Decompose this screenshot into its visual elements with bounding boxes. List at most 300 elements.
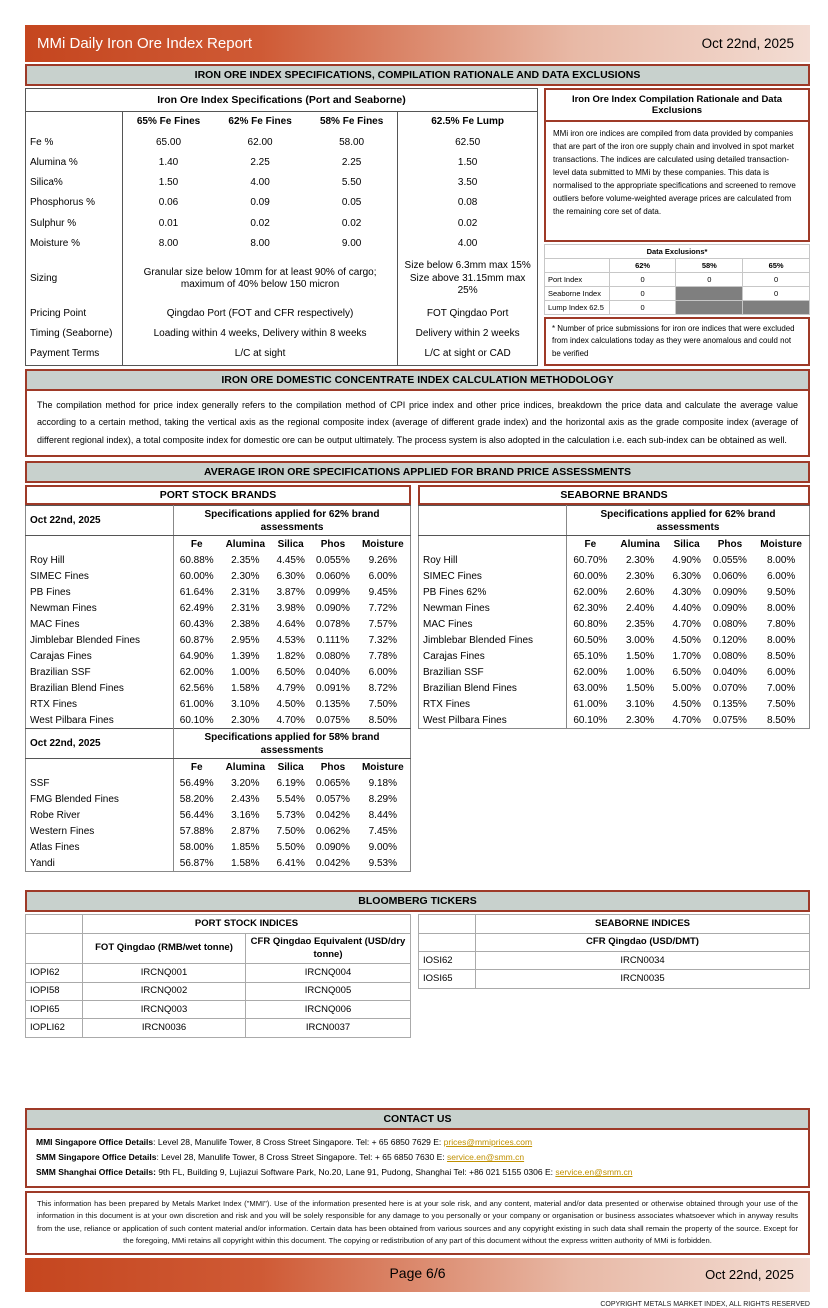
ticker-cfr-code: IRCNQ004 bbox=[246, 964, 411, 982]
moisture-value: 8.50% bbox=[766, 650, 796, 662]
brand-name: Atlas Fines bbox=[26, 839, 174, 855]
column-header-phos: Phos bbox=[320, 761, 346, 773]
page-title: MMi Daily Iron Ore Index Report bbox=[37, 35, 253, 52]
alumina-value: 2.43% bbox=[231, 793, 260, 805]
table-row bbox=[26, 1019, 411, 1037]
seaborne-62-column-header-row bbox=[419, 536, 810, 553]
contact-line-smm-singapore bbox=[36, 1150, 799, 1165]
payment-terms-row bbox=[26, 344, 538, 365]
fe-value: 58.00% bbox=[179, 841, 214, 853]
port-stock-brands-title: PORT STOCK BRANDS bbox=[25, 485, 411, 505]
exclusions-seaborne-58-na bbox=[676, 287, 743, 301]
table-row bbox=[419, 648, 810, 664]
data-exclusions-table bbox=[544, 244, 810, 315]
brand-name: MAC Fines bbox=[419, 616, 567, 632]
silica-value: 3.87% bbox=[276, 586, 305, 598]
fe-value: 63.00% bbox=[573, 682, 608, 694]
timing-fines-value: Loading within 4 weeks, Delivery within 8 weeks bbox=[122, 324, 397, 344]
table-row bbox=[419, 952, 810, 970]
fe-value: 62.56% bbox=[179, 682, 214, 694]
table-row bbox=[419, 616, 810, 632]
ticker-cfr-code: IRCN0034 bbox=[476, 952, 810, 970]
section-header-contact-us: CONTACT US bbox=[25, 1108, 810, 1130]
alumina-value: 2.87% bbox=[231, 825, 260, 837]
exclusions-port-row bbox=[545, 273, 810, 287]
alumina-value: 2.40% bbox=[625, 602, 655, 614]
spec-area bbox=[25, 88, 810, 366]
phos-value: 0.111% bbox=[316, 634, 350, 646]
brand-name: Brazilian SSF bbox=[419, 664, 567, 680]
ticker-cfr-code: IRCNQ006 bbox=[246, 1001, 411, 1019]
table-row bbox=[419, 680, 810, 696]
column-header-phos: Phos bbox=[717, 538, 743, 550]
column-header-moisture: Moisture bbox=[361, 538, 404, 550]
exclusions-lump-row bbox=[545, 301, 810, 315]
contact-text: : Level 28, Manulife Tower, 8 Cross Street Singapore. Tel: + 65 6850 7629 E: bbox=[153, 1136, 444, 1147]
moisture-value: 7.50% bbox=[766, 698, 796, 710]
ticker-index-code: IOPI58 bbox=[26, 982, 83, 1000]
phos-value: 0.135% bbox=[315, 698, 350, 710]
table-row bbox=[26, 214, 538, 234]
exclusions-column-58: 58% bbox=[676, 259, 743, 273]
seaborne-brands-title: SEABORNE BRANDS bbox=[418, 485, 810, 505]
silica-value: 5.00% bbox=[672, 682, 701, 694]
table-row bbox=[419, 552, 810, 568]
report-banner bbox=[25, 25, 810, 62]
spec-row-label: Fe % bbox=[30, 136, 54, 148]
silica-value: 3.98% bbox=[276, 602, 305, 614]
silica-value: 4.50% bbox=[276, 698, 305, 710]
silica-value: 4.30% bbox=[672, 586, 701, 598]
table-row bbox=[26, 648, 411, 664]
silica-value: 4.45% bbox=[276, 554, 305, 566]
section-header-specifications: IRON ORE INDEX SPECIFICATIONS, COMPILATION RATIONALE AND DATA EXCLUSIONS bbox=[25, 64, 810, 86]
brand-name: Newman Fines bbox=[26, 600, 174, 616]
brand-area bbox=[25, 485, 810, 872]
fe-value: 60.87% bbox=[179, 634, 214, 646]
silica-value: 4.70% bbox=[276, 714, 305, 726]
moisture-value: 7.45% bbox=[368, 825, 397, 837]
phos-value: 0.120% bbox=[713, 634, 747, 646]
phos-value: 0.060% bbox=[315, 570, 350, 582]
sizing-lump-line1: Size below 6.3mm max 15% bbox=[404, 260, 531, 272]
sizing-label: Sizing bbox=[30, 272, 58, 284]
port-stock-indices-table bbox=[25, 914, 411, 1037]
table-row bbox=[26, 712, 411, 729]
silica-value: 4.50% bbox=[672, 698, 701, 710]
exclusions-title: Data Exclusions* bbox=[545, 245, 810, 259]
fe-value: 58.20% bbox=[179, 793, 214, 805]
port-62-column-header-row bbox=[26, 536, 411, 553]
phos-value: 0.080% bbox=[315, 650, 350, 662]
alumina-value: 1.00% bbox=[625, 666, 655, 678]
seaborne-brands-table bbox=[418, 505, 810, 729]
table-row bbox=[26, 696, 411, 712]
seaborne-62-rows bbox=[419, 552, 810, 729]
fe-value: 62.00% bbox=[179, 666, 214, 678]
column-header-65-fe-fines: 65% Fe Fines bbox=[122, 112, 214, 133]
fe-value: 60.10% bbox=[179, 714, 214, 726]
silica-value: 4.50% bbox=[672, 634, 701, 646]
port-stock-brands-column bbox=[25, 485, 411, 872]
column-header-62-fe-fines: 62% Fe Fines bbox=[228, 116, 292, 128]
alumina-value: 2.30% bbox=[625, 554, 655, 566]
moisture-value: 7.80% bbox=[766, 618, 796, 630]
phos-value: 0.080% bbox=[713, 618, 747, 630]
seaborne-indices-column-header-row bbox=[419, 933, 810, 951]
spec-value-65: 0.01 bbox=[122, 214, 214, 234]
contact-text: : Level 28, Manulife Tower, 8 Cross Street Singapore. Tel: + 65 6850 7630 E: bbox=[156, 1152, 447, 1163]
ticker-fot-code: IRCNQ002 bbox=[83, 982, 246, 1000]
seaborne-indices-title-row bbox=[419, 915, 810, 933]
contact-line-smm-shanghai bbox=[36, 1165, 799, 1180]
spec-value-65: 1.50 bbox=[122, 173, 214, 193]
column-header-fe: Fe bbox=[190, 761, 203, 773]
ticker-index-code: IOPLI62 bbox=[26, 1019, 83, 1037]
moisture-value: 9.50% bbox=[766, 586, 796, 598]
spacer-cell bbox=[26, 112, 123, 133]
fe-value: 60.43% bbox=[179, 618, 214, 630]
payment-terms-lump-value: L/C at sight or CAD bbox=[398, 344, 538, 365]
exclusions-column-62: 62% bbox=[609, 259, 676, 273]
fe-value: 60.00% bbox=[573, 570, 608, 582]
spec-value-62: 8.00 bbox=[250, 238, 270, 250]
spec-value-lump: 4.00 bbox=[398, 234, 538, 254]
contact-text: 9th FL, Building 9, Lujiazui Software Park, No.20, Lane 91, Pudong, Shanghai Tel: +86 021 5155 0306 E: bbox=[155, 1167, 556, 1178]
table-row bbox=[419, 568, 810, 584]
phos-value: 0.055% bbox=[315, 554, 350, 566]
moisture-value: 9.53% bbox=[368, 857, 397, 869]
phos-value: 0.040% bbox=[315, 666, 350, 678]
table-row bbox=[26, 568, 411, 584]
table-row bbox=[26, 632, 411, 648]
seaborne-62-header-row bbox=[419, 506, 810, 536]
alumina-value: 2.95% bbox=[231, 634, 260, 646]
table-row bbox=[26, 194, 538, 214]
moisture-value: 7.00% bbox=[766, 682, 796, 694]
table-row bbox=[26, 775, 411, 791]
spec-value-58: 5.50 bbox=[341, 177, 362, 189]
brand-name: MAC Fines bbox=[26, 616, 174, 632]
phos-value: 0.078% bbox=[315, 618, 350, 630]
spec-value-58: 2.25 bbox=[341, 156, 362, 168]
contact-line-mmi-singapore bbox=[36, 1135, 799, 1150]
silica-value: 5.73% bbox=[276, 809, 305, 821]
port-62-header-row bbox=[26, 506, 411, 536]
exclusions-lump-62: 0 bbox=[609, 301, 676, 315]
contact-box bbox=[25, 1128, 810, 1188]
table-row bbox=[26, 616, 411, 632]
payment-terms-fines-value: L/C at sight bbox=[122, 344, 397, 365]
silica-value: 6.50% bbox=[276, 666, 305, 678]
column-header-cfr-qingdao-equivalent: CFR Qingdao Equivalent (USD/dry tonne) bbox=[246, 933, 411, 964]
table-row bbox=[26, 133, 538, 153]
spacer-cell bbox=[419, 506, 567, 536]
spec-value-62: 0.09 bbox=[250, 197, 270, 209]
phos-value: 0.091% bbox=[315, 682, 350, 694]
phos-value: 0.075% bbox=[315, 714, 350, 726]
port-stock-brands-table bbox=[25, 505, 411, 872]
pricing-point-lump-value: FOT Qingdao Port bbox=[398, 304, 538, 324]
contact-label: SMM Singapore Office Details bbox=[36, 1152, 157, 1163]
brand-name: PB Fines bbox=[26, 584, 174, 600]
moisture-value: 7.72% bbox=[368, 602, 397, 614]
seaborne-brands-column bbox=[418, 485, 810, 729]
timing-label: Timing (Seaborne) bbox=[30, 327, 113, 339]
moisture-value: 8.44% bbox=[368, 809, 397, 821]
seaborne-ticker-rows bbox=[419, 952, 810, 989]
email-link[interactable]: prices@mmiprices.com bbox=[443, 1136, 533, 1147]
column-header-alumina: Alumina bbox=[225, 761, 266, 773]
moisture-value: 8.50% bbox=[766, 714, 796, 726]
phos-value: 0.090% bbox=[315, 602, 350, 614]
port-indices-column-header-row bbox=[26, 933, 411, 964]
seaborne-indices-title: SEABORNE INDICES bbox=[476, 915, 810, 933]
exclusions-port-62: 0 bbox=[609, 273, 676, 287]
silica-value: 6.41% bbox=[276, 857, 305, 869]
brand-name: RTX Fines bbox=[419, 696, 567, 712]
exclusions-port-65: 0 bbox=[743, 273, 810, 287]
column-header-lump: 62.5% Fe Lump bbox=[398, 112, 538, 133]
brand-name: RTX Fines bbox=[26, 696, 174, 712]
email-link[interactable]: service.en@smm.cn bbox=[446, 1152, 525, 1163]
alumina-value: 2.38% bbox=[231, 618, 260, 630]
silica-value: 6.50% bbox=[672, 666, 701, 678]
moisture-value: 8.00% bbox=[766, 554, 796, 566]
ticker-fot-code: IRCN0036 bbox=[83, 1019, 246, 1037]
moisture-value: 9.26% bbox=[368, 554, 397, 566]
silica-value: 5.54% bbox=[276, 793, 305, 805]
phos-value: 0.042% bbox=[315, 857, 350, 869]
spec-value-lump: 62.50 bbox=[398, 133, 538, 153]
spacer-cell bbox=[419, 915, 476, 933]
fe-value: 64.90% bbox=[179, 650, 214, 662]
brand-name: West Pilbara Fines bbox=[26, 712, 174, 729]
spec-row-label: Silica% bbox=[30, 177, 63, 189]
section-header-bloomberg-tickers: BLOOMBERG TICKERS bbox=[25, 890, 810, 912]
phos-value: 0.062% bbox=[315, 825, 350, 837]
port-indices-title-row bbox=[26, 915, 411, 933]
section-header-methodology: IRON ORE DOMESTIC CONCENTRATE INDEX CALCULATION METHODOLOGY bbox=[25, 369, 810, 391]
copyright-line: COPYRIGHT METALS MARKET INDEX, ALL RIGHTS RESERVED bbox=[600, 1300, 810, 1308]
pricing-point-label: Pricing Point bbox=[30, 307, 87, 319]
ticker-index-code: IOSI62 bbox=[419, 952, 476, 970]
spec-value-lump: 1.50 bbox=[398, 153, 538, 173]
sizing-fines-value: Granular size below 10mm for at least 90% of cargo; maximum of 40% below 150 micron bbox=[122, 254, 397, 303]
fe-value: 57.88% bbox=[179, 825, 214, 837]
phos-value: 0.075% bbox=[713, 714, 747, 726]
fe-value: 60.70% bbox=[573, 554, 608, 566]
fe-value: 60.50% bbox=[573, 634, 608, 646]
fe-value: 60.10% bbox=[573, 714, 608, 726]
phos-value: 0.135% bbox=[713, 698, 747, 710]
table-row bbox=[419, 696, 810, 712]
spec-row-label: Moisture % bbox=[30, 238, 81, 250]
ticker-index-code: IOSI65 bbox=[419, 970, 476, 988]
silica-value: 7.50% bbox=[276, 825, 305, 837]
pricing-point-row bbox=[26, 304, 538, 324]
table-row bbox=[26, 664, 411, 680]
table-row bbox=[26, 153, 538, 173]
moisture-value: 8.29% bbox=[368, 793, 397, 805]
brand-name: SIMEC Fines bbox=[419, 568, 567, 584]
silica-value: 5.50% bbox=[276, 841, 305, 853]
table-row bbox=[26, 600, 411, 616]
exclusions-seaborne-65: 0 bbox=[743, 287, 810, 301]
brand-name: Yandi bbox=[26, 855, 174, 872]
table-row bbox=[26, 839, 411, 855]
alumina-value: 3.10% bbox=[625, 698, 655, 710]
report-content bbox=[25, 25, 810, 1308]
spec-value-65: 8.00 bbox=[122, 234, 214, 254]
table-row bbox=[26, 823, 411, 839]
phos-value: 0.060% bbox=[713, 570, 747, 582]
silica-value: 6.19% bbox=[276, 777, 305, 789]
exclusions-seaborne-row bbox=[545, 287, 810, 301]
table-row bbox=[26, 584, 411, 600]
page-number: Page 6/6 bbox=[389, 1264, 446, 1281]
spacer-cell bbox=[419, 536, 567, 553]
column-header-silica: Silica bbox=[277, 538, 304, 550]
spec-value-62: 2.25 bbox=[250, 156, 270, 168]
contact-label: SMM Shanghai Office Details: bbox=[36, 1167, 156, 1178]
fe-value: 62.00% bbox=[573, 586, 608, 598]
spec-value-65: 1.40 bbox=[122, 153, 214, 173]
fe-value: 61.64% bbox=[179, 586, 214, 598]
alumina-value: 3.00% bbox=[625, 634, 655, 646]
alumina-value: 2.35% bbox=[625, 618, 655, 630]
ticker-fot-code: IRCNQ003 bbox=[83, 1001, 246, 1019]
port-58-rows bbox=[26, 775, 411, 872]
alumina-value: 2.30% bbox=[625, 570, 655, 582]
spec-table-column-header-row bbox=[26, 112, 538, 133]
moisture-value: 8.72% bbox=[368, 682, 397, 694]
timing-row bbox=[26, 324, 538, 344]
brand-name: Robe River bbox=[26, 807, 174, 823]
port-62-date: Oct 22nd, 2025 bbox=[26, 506, 174, 536]
brand-name: Roy Hill bbox=[26, 552, 174, 568]
exclusions-lump-label: Lump Index 62.5 bbox=[545, 301, 610, 315]
table-row bbox=[26, 1001, 411, 1019]
column-header-fot-qingdao: FOT Qingdao (RMB/wet tonne) bbox=[83, 933, 246, 964]
alumina-value: 3.20% bbox=[231, 777, 260, 789]
phos-value: 0.040% bbox=[713, 666, 747, 678]
brand-name: SIMEC Fines bbox=[26, 568, 174, 584]
payment-terms-label: Payment Terms bbox=[30, 348, 100, 360]
table-row bbox=[419, 632, 810, 648]
exclusions-port-label: Port Index bbox=[545, 273, 610, 287]
section-header-brand-assessments: AVERAGE IRON ORE SPECIFICATIONS APPLIED FOR BRAND PRICE ASSESSMENTS bbox=[25, 461, 810, 483]
alumina-value: 1.00% bbox=[231, 666, 260, 678]
alumina-value: 3.10% bbox=[231, 698, 260, 710]
moisture-value: 7.78% bbox=[368, 650, 397, 662]
spec-rows bbox=[26, 133, 538, 255]
exclusions-column-header-row bbox=[545, 259, 810, 273]
ticker-index-code: IOPI62 bbox=[26, 964, 83, 982]
spacer-cell bbox=[419, 933, 476, 951]
alumina-value: 2.30% bbox=[231, 714, 260, 726]
phos-value: 0.090% bbox=[713, 586, 747, 598]
spec-value-65: 0.06 bbox=[122, 194, 214, 214]
tickers-area bbox=[25, 914, 810, 1037]
sizing-lump-value bbox=[398, 254, 538, 303]
moisture-value: 8.00% bbox=[766, 634, 796, 646]
port-indices-title: PORT STOCK INDICES bbox=[83, 915, 411, 933]
rationale-body: MMi iron ore indices are compiled from data provided by companies that are part of the iron ore supply chain and involved in spot market transactions. The indices are calculated using detailed transaction-level data submitted to MMi by these companies. This data is normalised to the appropriate specifications and screened to remove outliers before volume-weighted average prices are calculated from the remaining core set of data. bbox=[544, 120, 810, 242]
alumina-value: 2.31% bbox=[231, 586, 260, 598]
silica-value: 1.82% bbox=[276, 650, 305, 662]
footer-bar bbox=[25, 1258, 810, 1292]
column-header-moisture: Moisture bbox=[760, 538, 802, 550]
silica-value: 4.53% bbox=[276, 634, 305, 646]
fe-value: 56.49% bbox=[179, 777, 214, 789]
column-header-phos: Phos bbox=[320, 538, 346, 550]
spec-value-58: 0.02 bbox=[341, 217, 362, 229]
fe-value: 62.30% bbox=[573, 602, 608, 614]
seaborne-indices-table bbox=[418, 914, 810, 988]
column-header-silica: Silica bbox=[277, 761, 304, 773]
phos-value: 0.055% bbox=[713, 554, 747, 566]
alumina-value: 3.16% bbox=[231, 809, 260, 821]
brand-name: Brazilian SSF bbox=[26, 664, 174, 680]
moisture-value: 7.57% bbox=[368, 618, 397, 630]
brand-name: PB Fines 62% bbox=[419, 584, 567, 600]
alumina-value: 1.50% bbox=[625, 650, 655, 662]
phos-value: 0.090% bbox=[713, 602, 747, 614]
brand-name: Carajas Fines bbox=[26, 648, 174, 664]
sizing-lump-line2: Size above 31.15mm max 25% bbox=[409, 272, 526, 297]
table-row bbox=[26, 552, 411, 568]
exclusions-seaborne-62: 0 bbox=[609, 287, 676, 301]
spec-value-58: 0.05 bbox=[341, 197, 362, 209]
phos-value: 0.070% bbox=[713, 682, 747, 694]
table-row bbox=[419, 664, 810, 680]
column-header-alumina: Alumina bbox=[225, 538, 266, 550]
brand-name: West Pilbara Fines bbox=[419, 712, 567, 729]
disclaimer-text: This information has been prepared by Metals Market Index ("MMI"). Use of the information presented here is at your sole risk, and any content, material and/or data presented or otherwise obtained through your use of the information in this document is at your own discretion and risk and you will be solely responsible for any damage to you personally or your company or organisation or business associates whatsoever which in anyway results from the use, reliance or application of such content material and/or information. Certain data has been obtained from various sources and any copyright existing in such data shall remain the property of the source. Except for the foregoing, MMi retains all copyright within this document. The copying or redistribution of any part of this document without the express written authority of MMi is forbidden. bbox=[25, 1191, 810, 1255]
fe-value: 62.00% bbox=[573, 666, 608, 678]
moisture-value: 9.45% bbox=[368, 586, 397, 598]
exclusions-footnote: * Number of price submissions for iron ore indices that were excluded from index calculations today as they were anomalous and could not be verified bbox=[544, 317, 810, 366]
phos-value: 0.080% bbox=[713, 650, 747, 662]
methodology-body: The compilation method for price index generally refers to the compilation method of CPI price index and other price indices, breakdown the price data and calculate the average value according to a certain method, taking the vertical axis as the regional composite index (average of different grade index) and the horizontal axis as the grade composite index (average of different regional index), a total composite index for domestic ore can be output ultimately. The process system is also adopted in the calculation i.e. each sub-index can be obtained as well. bbox=[25, 389, 810, 458]
moisture-value: 6.00% bbox=[368, 666, 397, 678]
pricing-point-fines-value: Qingdao Port (FOT and CFR respectively) bbox=[122, 304, 397, 324]
timing-lump-value: Delivery within 2 weeks bbox=[398, 324, 538, 344]
silica-value: 4.40% bbox=[672, 602, 701, 614]
table-row bbox=[26, 680, 411, 696]
port-58-spec-header: Specifications applied for 58% brand assessments bbox=[174, 729, 411, 759]
moisture-value: 9.00% bbox=[368, 841, 397, 853]
table-row bbox=[419, 600, 810, 616]
moisture-value: 8.50% bbox=[368, 714, 397, 726]
brand-name: Western Fines bbox=[26, 823, 174, 839]
exclusions-column-65: 65% bbox=[743, 259, 810, 273]
silica-value: 4.64% bbox=[276, 618, 305, 630]
port-58-header-row bbox=[26, 729, 411, 759]
spec-row-label: Phosphorus % bbox=[30, 197, 96, 209]
ticker-index-code: IOPI65 bbox=[26, 1001, 83, 1019]
spec-table-title-row bbox=[26, 89, 538, 112]
ticker-fot-code: IRCNQ001 bbox=[83, 964, 246, 982]
silica-value: 4.79% bbox=[276, 682, 305, 694]
fe-value: 56.87% bbox=[179, 857, 214, 869]
moisture-value: 7.32% bbox=[368, 634, 397, 646]
spec-table-title: Iron Ore Index Specifications (Port and Seaborne) bbox=[26, 89, 538, 112]
email-link[interactable]: service.en@smm.cn bbox=[555, 1167, 633, 1178]
exclusions-lump-58-na bbox=[676, 301, 743, 315]
alumina-value: 2.35% bbox=[231, 554, 260, 566]
